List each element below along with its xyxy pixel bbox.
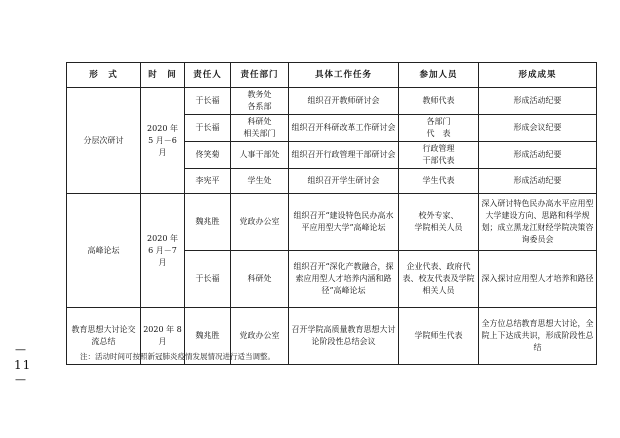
header-result: 形成成果	[479, 63, 597, 88]
header-row	[67, 63, 597, 88]
dept-cell: 党政办公室	[231, 194, 289, 251]
task-cell: 组织召开“深化产教融合，探索应用型人才培养内涵和路径”高峰论坛	[289, 251, 399, 308]
task-cell: 组织召开学生研讨会	[289, 169, 399, 194]
person-cell: 于长福	[185, 88, 231, 115]
task-cell: 组织召开教师研讨会	[289, 88, 399, 115]
participants-cell: 各部门 代 表	[399, 115, 479, 142]
table-note: 注：活动时间可按照新冠肺炎疫情发展情况进行适当调整。	[80, 352, 275, 361]
result-cell: 形成活动纪要	[479, 169, 597, 194]
result-cell: 全方位总结教育思想大讨论，全院上下达成共识，形成阶段性总结	[479, 308, 597, 365]
task-cell: 组织召开行政管理干部研讨会	[289, 142, 399, 169]
header-form: 形 式	[67, 63, 141, 88]
task-cell: 组织召开“建设特色民办高水平应用型大学”高峰论坛	[289, 194, 399, 251]
task-cell: 召开学院高质量教育思想大讨论阶段性总结会议	[289, 308, 399, 365]
result-cell: 深入研讨特色民办高水平应用型大学建设方向、思路和科学规划；成立黑龙江财经学院决策咨询委员会	[479, 194, 597, 251]
person-cell: 于长福	[185, 251, 231, 308]
dept-cell: 教务处 各系部	[231, 88, 289, 115]
participants-cell: 学院师生代表	[399, 308, 479, 365]
person-cell: 魏兆胜	[185, 194, 231, 251]
work-plan-table	[66, 62, 597, 365]
form-cell: 分层次研讨	[67, 88, 141, 194]
task-cell: 组织召开科研改革工作研讨会	[289, 115, 399, 142]
result-cell: 形成活动纪要	[479, 142, 597, 169]
header-person: 责任人	[185, 63, 231, 88]
participants-cell: 校外专家、 学院相关人员	[399, 194, 479, 251]
participants-cell: 企业代表、政府代表、校友代表及学院相关人员	[399, 251, 479, 308]
dept-cell: 科研处 相关部门	[231, 115, 289, 142]
time-cell: 2020 年 8 月	[141, 308, 185, 365]
header-participants: 参加人员	[399, 63, 479, 88]
header-time: 时 间	[141, 63, 185, 88]
person-cell: 佟笑菊	[185, 142, 231, 169]
form-cell: 高峰论坛	[67, 194, 141, 308]
participants-cell: 教师代表	[399, 88, 479, 115]
dept-cell: 学生处	[231, 169, 289, 194]
result-cell: 形成活动纪要	[479, 88, 597, 115]
result-cell: 形成会议纪要	[479, 115, 597, 142]
header-dept: 责任部门	[231, 63, 289, 88]
person-cell: 李宪平	[185, 169, 231, 194]
dept-cell: 科研处	[231, 251, 289, 308]
person-cell: 魏兆胜	[185, 308, 231, 365]
participants-cell: 行政管理 干部代表	[399, 142, 479, 169]
time-cell: 2020 年 6 月－7 月	[141, 194, 185, 308]
table-row	[67, 194, 597, 251]
header-task: 具体工作任务	[289, 63, 399, 88]
page-number: — 11 —	[14, 343, 32, 386]
time-cell: 2020 年 5 月－6 月	[141, 88, 185, 194]
form-cell: 教育思想大讨论交流总结	[67, 308, 141, 365]
dept-cell: 人事干部处	[231, 142, 289, 169]
result-cell: 深入探讨应用型人才培养和路径	[479, 251, 597, 308]
dept-cell: 党政办公室	[231, 308, 289, 365]
participants-cell: 学生代表	[399, 169, 479, 194]
person-cell: 于长福	[185, 115, 231, 142]
table-row	[67, 88, 597, 115]
